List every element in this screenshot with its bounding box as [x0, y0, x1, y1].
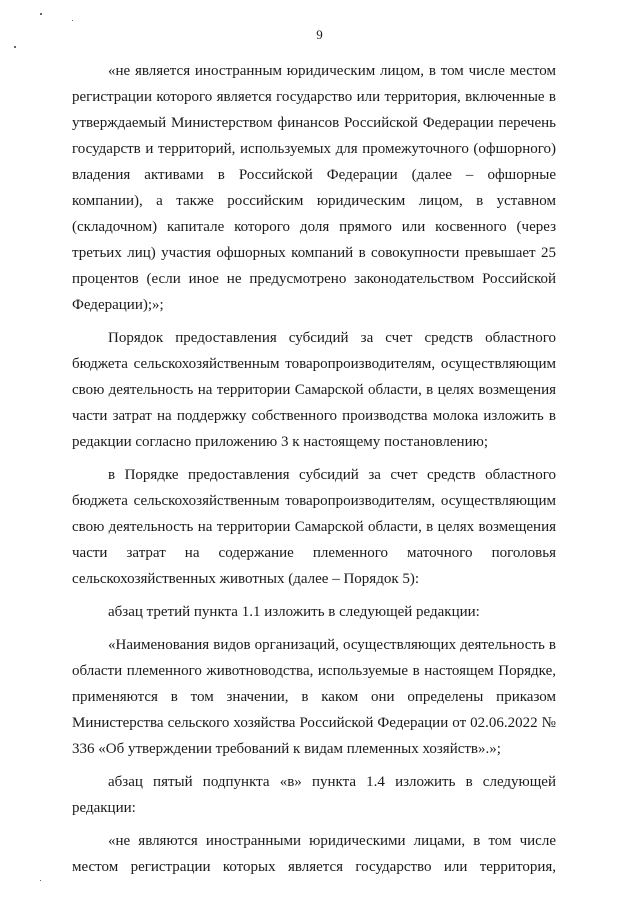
- paragraph: «Наименования видов организаций, осуществляющих деятельность в области племенного животноводства, используемые в настоящем Порядке, применяются в том значении, в каком они определены приказом Министерства сельского хозяйства Российской Федерации от 02.06.2022 № 336 «Об утверждении требований к видам племенных хозяйств».»;: [72, 637, 556, 757]
- paragraph: абзац третий пункта 1.1 изложить в следующей редакции:: [108, 604, 480, 620]
- paragraph: Порядок предоставления субсидий за счет средств областного бюджета сельскохозяйственным товаропроизводителям, осуществляющим свою деятельность на территории Самарской области, в целях возмещения части затрат на поддержку собственного производства молока изложить в редакции согласно приложению 3 к настоящему постановлению;: [72, 330, 556, 450]
- scan-speck: [40, 880, 41, 881]
- scan-speck: [72, 20, 73, 21]
- document-body: [72, 58, 556, 887]
- scan-speck: [14, 46, 16, 48]
- page-number: 9: [316, 27, 323, 42]
- paragraph: абзац пятый подпункта «в» пункта 1.4 изложить в следующей редакции:: [72, 774, 556, 816]
- paragraph: «не является иностранным юридическим лицом, в том числе местом регистрации которого является государство или территория, включенные в утверждаемый Министерством финансов Российской Федерации перечень государств и территорий, используемых для промежуточного (офшорного) владения активами в Российской Федерации (далее – офшорные компании), а также российским юридическим лицом, в уставном (складочном) капитале которого доля прямого или косвенного (через третьих лиц) участия офшорных компаний в совокупности превышает 25 процентов (если иное не предусмотрено законодательством Российской Федерации);»;: [72, 63, 556, 313]
- scan-speck: [40, 13, 42, 15]
- paragraph: в Порядке предоставления субсидий за счет средств областного бюджета сельскохозяйственным товаропроизводителям, осуществляющим свою деятельность на территории Самарской области, в целях возмещения части затрат на содержание племенного маточного поголовья сельскохозяйственных животных (далее – Порядок 5):: [72, 467, 556, 587]
- paragraph: «не являются иностранными юридическими лицами, в том числе местом регистрации которых является государство или территория,: [72, 833, 556, 875]
